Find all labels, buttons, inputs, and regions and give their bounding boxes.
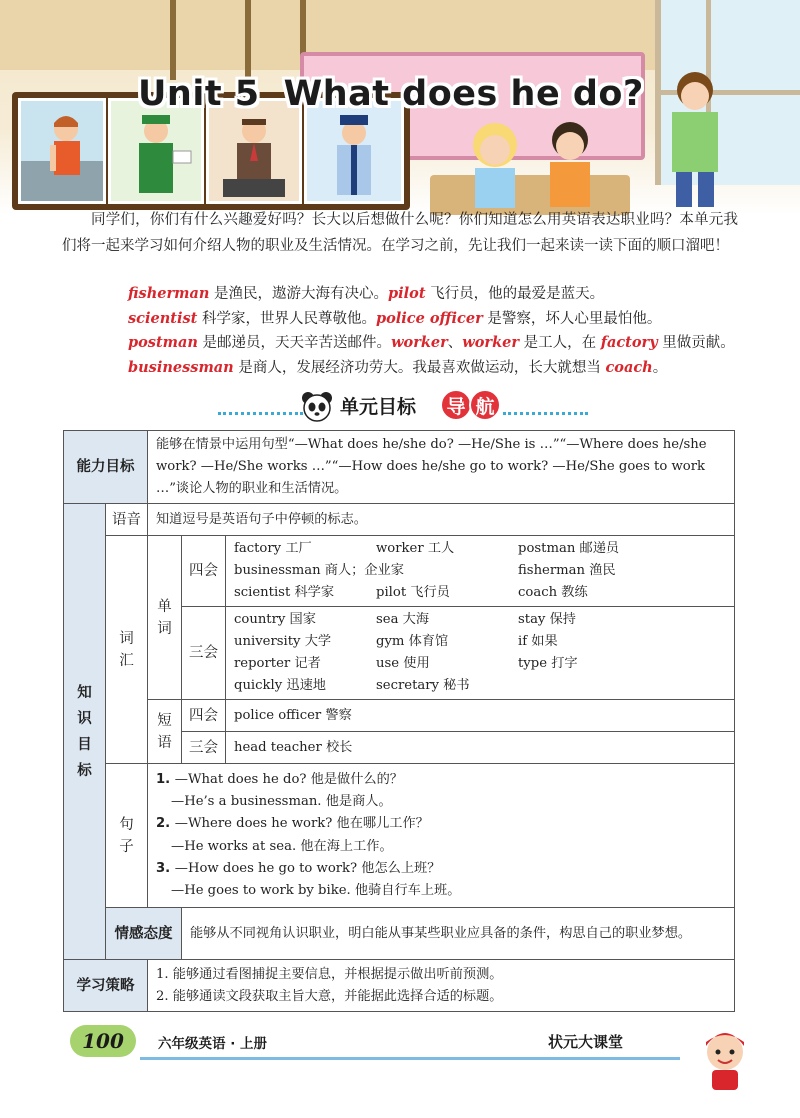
emotion-row [64,908,735,960]
vocab-word: factory 工厂 [234,541,312,556]
strategy-list [148,960,735,1012]
vocab-word: reporter 记者 [234,656,321,671]
vocab-word: worker 工人 [376,541,455,556]
mascot-icon [690,1022,760,1092]
vocab-word: university 大学 [234,634,332,649]
keyword: businessman [128,358,234,376]
vocab-word: type 打字 [518,656,578,671]
chant-text: 是工人，在 [519,335,601,351]
phrase-four-label: 四会 [182,700,226,732]
vocab-label: 词 汇 [106,536,148,764]
page-number: 100 [70,1025,136,1057]
vocab-word: country 国家 [234,612,316,627]
vocab-word: gym 体育馆 [376,634,449,649]
chant-text: 。 [652,359,668,376]
question-text: —Where does he work? 他在哪儿工作？ [174,816,429,832]
badge-char-2: 航 [469,389,501,421]
keyword: worker [462,334,519,351]
boy-illustration [650,60,740,210]
keyword: scientist [128,309,198,327]
sentence-question [156,858,726,880]
vocab-word [376,560,518,582]
words-three-label: 三会 [182,607,226,700]
unit-label: Unit 5 [138,74,260,114]
words-four-row [64,536,735,607]
book-title: 六年级英语 · 上册 [158,1036,268,1052]
sentence-answer: —He goes to work by bike. 他骑自行车上班。 [171,883,461,899]
section-heading [218,388,588,428]
words-four-list [226,536,735,607]
sentence-number: 3. [156,860,175,876]
sentence-answer: —He works at sea. 他在海上工作。 [171,838,393,854]
chant-text: 飞行员，他的最爱是蓝天。 [425,286,605,302]
sentences-label: 句 子 [106,764,148,908]
words-four-label: 四会 [182,536,226,607]
chant-text: 是商人，发展经济功劳大。我最喜欢做运动，长大就想当 [233,359,606,376]
strategy-row [64,960,735,1012]
unit-goals-table [63,430,735,1012]
phonetics-row [64,504,735,536]
unit-heading: What does he do? [283,74,644,114]
chant-line [128,307,735,332]
keyword: coach [605,358,653,376]
nav-badge [440,389,498,421]
vocab-word: use 使用 [376,656,430,671]
chant-text: 科学家，世界人民尊敬他。 [197,310,376,327]
sentence-question [156,813,726,835]
vocab-word: scientist 科学家 [234,585,335,600]
unit-title [138,74,644,114]
phrases-label: 短 语 [148,700,182,764]
chant-text: 是警察，坏人心里最怕他。 [482,310,662,327]
header-illustration [0,0,800,215]
vocab-word: postman 邮递员 [518,541,620,556]
children-illustration [450,110,640,215]
words-label: 单 词 [148,536,182,700]
ability-label: 能力目标 [64,431,148,504]
sentence-question [156,769,726,791]
phonetics-label: 语音 [106,504,148,536]
phrase-four-row [64,700,735,732]
sentence-number: 1. [156,771,175,787]
chant-line [128,282,735,307]
sentences-list [148,764,735,908]
vocab-word: businessman 商人；企业家 [234,563,404,578]
knowledge-label: 知 识 目 标 [64,504,106,960]
phonetics-text: 知道逗号是英语句子中停顿的标志。 [148,504,735,536]
chant-line [128,331,735,356]
ability-text: 能够在情景中运用句型“—What does he/she do? —He/She is …”“—Where does he/she work? —He/She works …”“—How does he/she go to work? —He/She goes to work …”谈论人物的职业和生活情况。 [148,431,735,504]
phrase-four-text: police officer 警察 [226,700,735,732]
keyword: pilot [388,285,426,302]
sentence-number: 2. [156,816,175,832]
chant [128,282,735,380]
sentence-answer: —He’s a businessman. 他是商人。 [171,793,392,809]
keyword: police officer [375,309,483,327]
question-text: —How does he go to work? 他怎么上班？ [174,860,441,876]
panda-icon [300,390,334,424]
strategy-item: 1. 能够通过看图捕捉主要信息，并根据提示做出听前预测。 [156,966,503,982]
vocab-word: sea 大海 [376,612,430,627]
question-text: —What does he do? 他是做什么的？ [174,771,403,787]
vocab-word: stay 保持 [518,612,576,627]
chant-text: 是渔民，遨游大海有决心。 [209,286,389,302]
vocab-word: pilot 飞行员 [376,585,450,600]
sentences-row [64,764,735,908]
strategy-label: 学习策略 [64,960,148,1012]
emotion-label: 情感态度 [106,908,182,960]
keyword: fisherman [128,285,210,302]
ability-row [64,431,735,504]
phrase-three-text: head teacher 校长 [226,732,735,764]
strategy-item: 2. 能够通读文段获取主旨大意，并能据此选择合适的标题。 [156,988,503,1004]
vocab-word: fisherman 渔民 [518,563,616,578]
chant-line [128,356,735,381]
chant-text: 是邮递员，天天辛苦送邮件。 [197,335,392,351]
words-three-list [226,607,735,700]
vocab-word: quickly 迅速地 [234,678,326,693]
chant-text: 里做贡献。 [657,335,735,351]
intro-paragraph: 同学们，你们有什么兴趣爱好吗？长大以后想做什么呢？你们知道怎么用英语表达职业吗？本单元我们将一起来学习如何介绍人物的职业及生活情况。在学习之前，先让我们一起来读一读下面的顺口溜吧！ [62,212,738,254]
vocab-word: secretary 秘书 [376,678,470,693]
vocab-word: coach 教练 [518,585,588,600]
emotion-text: 能够从不同视角认识职业，明白能从事某些职业应具备的条件，构思自己的职业梦想。 [182,908,735,960]
keyword: factory [600,334,658,351]
factory-worker-photo [18,98,106,204]
vocab-word: if 如果 [518,634,558,649]
keyword: worker [391,334,448,351]
section-title: 单元目标 [340,396,417,418]
chant-text: 、 [447,335,463,351]
badge-char-1: 导 [440,389,472,421]
vocab-word [518,675,668,697]
keyword: postman [128,334,198,351]
phrase-three-label: 三会 [182,732,226,764]
page-footer [0,1022,800,1118]
series-title: 状元大课堂 [548,1033,624,1051]
